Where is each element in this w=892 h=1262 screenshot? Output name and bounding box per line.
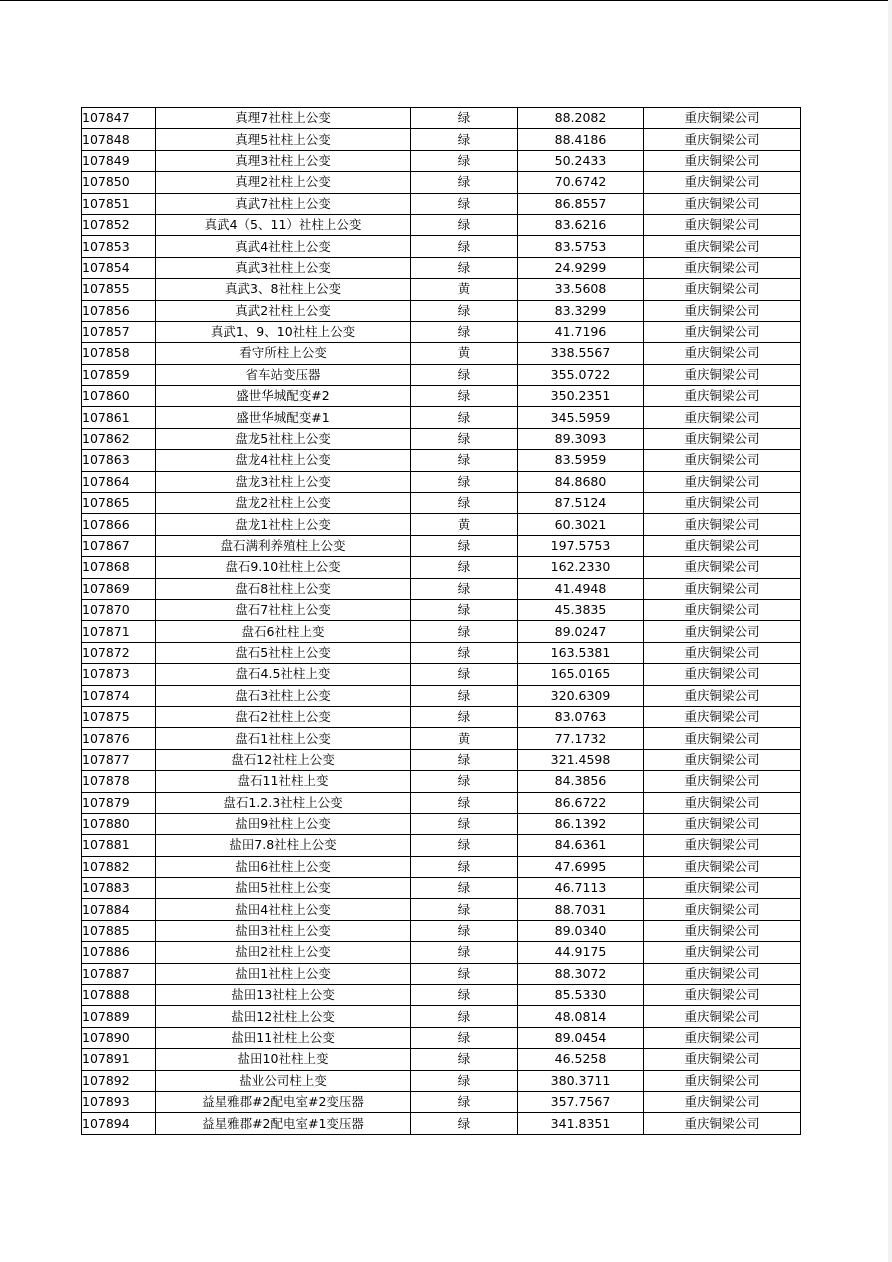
company-name-cell: 重庆铜梁公司 xyxy=(644,129,801,150)
table-row xyxy=(82,493,801,514)
numeric-value-cell: 350.2351 xyxy=(518,386,644,407)
table-row xyxy=(82,108,801,129)
company-name-cell: 重庆铜梁公司 xyxy=(644,386,801,407)
row-id-cell: 107876 xyxy=(82,728,156,749)
row-id-cell: 107864 xyxy=(82,471,156,492)
status-level-cell: 绿 xyxy=(411,664,518,685)
company-name-cell: 重庆铜梁公司 xyxy=(644,1113,801,1134)
row-id-cell: 107869 xyxy=(82,578,156,599)
company-name-cell: 重庆铜梁公司 xyxy=(644,172,801,193)
numeric-value-cell: 83.6216 xyxy=(518,214,644,235)
row-id-cell: 107848 xyxy=(82,129,156,150)
table-row xyxy=(82,321,801,342)
status-level-cell: 绿 xyxy=(411,1027,518,1048)
table-row xyxy=(82,835,801,856)
transformer-name-cell: 盐田1社柱上公变 xyxy=(156,963,411,984)
numeric-value-cell: 320.6309 xyxy=(518,685,644,706)
company-name-cell: 重庆铜梁公司 xyxy=(644,1091,801,1112)
company-name-cell: 重庆铜梁公司 xyxy=(644,557,801,578)
company-name-cell: 重庆铜梁公司 xyxy=(644,407,801,428)
row-id-cell: 107880 xyxy=(82,813,156,834)
numeric-value-cell: 86.8557 xyxy=(518,193,644,214)
table-row xyxy=(82,1091,801,1112)
table-row xyxy=(82,1006,801,1027)
table-row xyxy=(82,878,801,899)
company-name-cell: 重庆铜梁公司 xyxy=(644,899,801,920)
status-level-cell: 绿 xyxy=(411,1070,518,1091)
transformer-name-cell: 盐田7.8社柱上公变 xyxy=(156,835,411,856)
row-id-cell: 107889 xyxy=(82,1006,156,1027)
numeric-value-cell: 165.0165 xyxy=(518,664,644,685)
status-level-cell: 绿 xyxy=(411,813,518,834)
numeric-value-cell: 86.6722 xyxy=(518,792,644,813)
row-id-cell: 107886 xyxy=(82,942,156,963)
transformer-name-cell: 盐田4社柱上公变 xyxy=(156,899,411,920)
status-level-cell: 绿 xyxy=(411,364,518,385)
row-id-cell: 107857 xyxy=(82,321,156,342)
row-id-cell: 107856 xyxy=(82,300,156,321)
table-row xyxy=(82,557,801,578)
row-id-cell: 107887 xyxy=(82,963,156,984)
numeric-value-cell: 84.8680 xyxy=(518,471,644,492)
transformer-name-cell: 看守所柱上公变 xyxy=(156,343,411,364)
transformer-name-cell: 盘石12社柱上公变 xyxy=(156,749,411,770)
company-name-cell: 重庆铜梁公司 xyxy=(644,835,801,856)
transformer-name-cell: 盐田6社柱上公变 xyxy=(156,856,411,877)
row-id-cell: 107851 xyxy=(82,193,156,214)
status-level-cell: 绿 xyxy=(411,963,518,984)
company-name-cell: 重庆铜梁公司 xyxy=(644,108,801,129)
table-row xyxy=(82,621,801,642)
transformer-name-cell: 盘龙4社柱上公变 xyxy=(156,450,411,471)
company-name-cell: 重庆铜梁公司 xyxy=(644,321,801,342)
transformer-name-cell: 盘石2社柱上公变 xyxy=(156,706,411,727)
numeric-value-cell: 45.3835 xyxy=(518,599,644,620)
table-row xyxy=(82,706,801,727)
transformer-name-cell: 盐田9社柱上公变 xyxy=(156,813,411,834)
company-name-cell: 重庆铜梁公司 xyxy=(644,813,801,834)
status-level-cell: 绿 xyxy=(411,428,518,449)
numeric-value-cell: 70.6742 xyxy=(518,172,644,193)
table-row xyxy=(82,386,801,407)
status-level-cell: 绿 xyxy=(411,749,518,770)
numeric-value-cell: 83.5753 xyxy=(518,236,644,257)
transformer-name-cell: 真理5社柱上公变 xyxy=(156,129,411,150)
numeric-value-cell: 89.3093 xyxy=(518,428,644,449)
transformer-name-cell: 真武4社柱上公变 xyxy=(156,236,411,257)
status-level-cell: 绿 xyxy=(411,214,518,235)
row-id-cell: 107881 xyxy=(82,835,156,856)
transformer-name-cell: 盐业公司柱上变 xyxy=(156,1070,411,1091)
table-row xyxy=(82,428,801,449)
status-level-cell: 绿 xyxy=(411,257,518,278)
transformer-table xyxy=(81,107,801,1135)
status-level-cell: 绿 xyxy=(411,920,518,941)
row-id-cell: 107893 xyxy=(82,1091,156,1112)
numeric-value-cell: 60.3021 xyxy=(518,514,644,535)
numeric-value-cell: 83.5959 xyxy=(518,450,644,471)
row-id-cell: 107850 xyxy=(82,172,156,193)
transformer-name-cell: 盐田3社柱上公变 xyxy=(156,920,411,941)
numeric-value-cell: 197.5753 xyxy=(518,535,644,556)
transformer-name-cell: 益星雅郡#2配电室#2变压器 xyxy=(156,1091,411,1112)
table-row xyxy=(82,471,801,492)
table-row xyxy=(82,1049,801,1070)
row-id-cell: 107877 xyxy=(82,749,156,770)
numeric-value-cell: 88.4186 xyxy=(518,129,644,150)
table-row xyxy=(82,664,801,685)
transformer-name-cell: 盘石7社柱上公变 xyxy=(156,599,411,620)
status-level-cell: 黄 xyxy=(411,279,518,300)
numeric-value-cell: 87.5124 xyxy=(518,493,644,514)
status-level-cell: 绿 xyxy=(411,878,518,899)
row-id-cell: 107859 xyxy=(82,364,156,385)
row-id-cell: 107863 xyxy=(82,450,156,471)
transformer-name-cell: 盛世华城配变#2 xyxy=(156,386,411,407)
status-level-cell: 绿 xyxy=(411,771,518,792)
status-level-cell: 绿 xyxy=(411,856,518,877)
row-id-cell: 107884 xyxy=(82,899,156,920)
row-id-cell: 107870 xyxy=(82,599,156,620)
status-level-cell: 绿 xyxy=(411,386,518,407)
status-level-cell: 绿 xyxy=(411,557,518,578)
table-row xyxy=(82,899,801,920)
company-name-cell: 重庆铜梁公司 xyxy=(644,1049,801,1070)
status-level-cell: 绿 xyxy=(411,172,518,193)
table-row xyxy=(82,407,801,428)
status-level-cell: 绿 xyxy=(411,642,518,663)
table-row xyxy=(82,685,801,706)
status-level-cell: 绿 xyxy=(411,493,518,514)
row-id-cell: 107853 xyxy=(82,236,156,257)
company-name-cell: 重庆铜梁公司 xyxy=(644,685,801,706)
row-id-cell: 107868 xyxy=(82,557,156,578)
table-row xyxy=(82,193,801,214)
transformer-name-cell: 盐田2社柱上公变 xyxy=(156,942,411,963)
numeric-value-cell: 357.7567 xyxy=(518,1091,644,1112)
numeric-value-cell: 84.3856 xyxy=(518,771,644,792)
transformer-name-cell: 盘龙1社柱上公变 xyxy=(156,514,411,535)
company-name-cell: 重庆铜梁公司 xyxy=(644,214,801,235)
row-id-cell: 107849 xyxy=(82,150,156,171)
row-id-cell: 107873 xyxy=(82,664,156,685)
status-level-cell: 绿 xyxy=(411,1091,518,1112)
company-name-cell: 重庆铜梁公司 xyxy=(644,621,801,642)
table-row xyxy=(82,1070,801,1091)
numeric-value-cell: 86.1392 xyxy=(518,813,644,834)
row-id-cell: 107883 xyxy=(82,878,156,899)
company-name-cell: 重庆铜梁公司 xyxy=(644,856,801,877)
transformer-name-cell: 盘石1.2.3社柱上公变 xyxy=(156,792,411,813)
status-level-cell: 绿 xyxy=(411,621,518,642)
table-row xyxy=(82,214,801,235)
transformer-name-cell: 真武1、9、10社柱上公变 xyxy=(156,321,411,342)
company-name-cell: 重庆铜梁公司 xyxy=(644,920,801,941)
table-row xyxy=(82,300,801,321)
transformer-name-cell: 盘石9.10社柱上公变 xyxy=(156,557,411,578)
status-level-cell: 绿 xyxy=(411,578,518,599)
company-name-cell: 重庆铜梁公司 xyxy=(644,963,801,984)
row-id-cell: 107888 xyxy=(82,985,156,1006)
transformer-name-cell: 盘龙5社柱上公变 xyxy=(156,428,411,449)
row-id-cell: 107862 xyxy=(82,428,156,449)
transformer-name-cell: 真理7社柱上公变 xyxy=(156,108,411,129)
company-name-cell: 重庆铜梁公司 xyxy=(644,985,801,1006)
status-level-cell: 绿 xyxy=(411,236,518,257)
status-level-cell: 绿 xyxy=(411,706,518,727)
transformer-name-cell: 真武3社柱上公变 xyxy=(156,257,411,278)
transformer-name-cell: 盐田12社柱上公变 xyxy=(156,1006,411,1027)
row-id-cell: 107879 xyxy=(82,792,156,813)
table-row xyxy=(82,771,801,792)
table-row xyxy=(82,920,801,941)
company-name-cell: 重庆铜梁公司 xyxy=(644,257,801,278)
row-id-cell: 107894 xyxy=(82,1113,156,1134)
status-level-cell: 绿 xyxy=(411,792,518,813)
transformer-name-cell: 真武4（5、11）社柱上公变 xyxy=(156,214,411,235)
company-name-cell: 重庆铜梁公司 xyxy=(644,664,801,685)
numeric-value-cell: 77.1732 xyxy=(518,728,644,749)
transformer-name-cell: 盘石8社柱上公变 xyxy=(156,578,411,599)
status-level-cell: 绿 xyxy=(411,321,518,342)
transformer-name-cell: 盛世华城配变#1 xyxy=(156,407,411,428)
status-level-cell: 绿 xyxy=(411,685,518,706)
numeric-value-cell: 88.3072 xyxy=(518,963,644,984)
row-id-cell: 107892 xyxy=(82,1070,156,1091)
table-row xyxy=(82,578,801,599)
table-row xyxy=(82,150,801,171)
company-name-cell: 重庆铜梁公司 xyxy=(644,642,801,663)
table-row xyxy=(82,728,801,749)
company-name-cell: 重庆铜梁公司 xyxy=(644,193,801,214)
row-id-cell: 107847 xyxy=(82,108,156,129)
transformer-name-cell: 省车站变压器 xyxy=(156,364,411,385)
status-level-cell: 绿 xyxy=(411,942,518,963)
status-level-cell: 绿 xyxy=(411,471,518,492)
table-row xyxy=(82,1113,801,1134)
table-row xyxy=(82,364,801,385)
numeric-value-cell: 89.0340 xyxy=(518,920,644,941)
table-row xyxy=(82,236,801,257)
numeric-value-cell: 88.7031 xyxy=(518,899,644,920)
transformer-name-cell: 盘石1社柱上公变 xyxy=(156,728,411,749)
company-name-cell: 重庆铜梁公司 xyxy=(644,878,801,899)
numeric-value-cell: 47.6995 xyxy=(518,856,644,877)
table-row xyxy=(82,985,801,1006)
company-name-cell: 重庆铜梁公司 xyxy=(644,343,801,364)
company-name-cell: 重庆铜梁公司 xyxy=(644,150,801,171)
numeric-value-cell: 84.6361 xyxy=(518,835,644,856)
company-name-cell: 重庆铜梁公司 xyxy=(644,450,801,471)
table-row xyxy=(82,963,801,984)
status-level-cell: 绿 xyxy=(411,129,518,150)
row-id-cell: 107891 xyxy=(82,1049,156,1070)
numeric-value-cell: 380.3711 xyxy=(518,1070,644,1091)
company-name-cell: 重庆铜梁公司 xyxy=(644,1070,801,1091)
numeric-value-cell: 44.9175 xyxy=(518,942,644,963)
transformer-name-cell: 盐田13社柱上公变 xyxy=(156,985,411,1006)
numeric-value-cell: 85.5330 xyxy=(518,985,644,1006)
company-name-cell: 重庆铜梁公司 xyxy=(644,792,801,813)
transformer-name-cell: 益星雅郡#2配电室#1变压器 xyxy=(156,1113,411,1134)
table-row xyxy=(82,172,801,193)
table-row xyxy=(82,599,801,620)
status-level-cell: 绿 xyxy=(411,985,518,1006)
table-row xyxy=(82,856,801,877)
numeric-value-cell: 46.5258 xyxy=(518,1049,644,1070)
numeric-value-cell: 83.3299 xyxy=(518,300,644,321)
transformer-name-cell: 盘石3社柱上公变 xyxy=(156,685,411,706)
table-row xyxy=(82,129,801,150)
table-row xyxy=(82,279,801,300)
company-name-cell: 重庆铜梁公司 xyxy=(644,300,801,321)
status-level-cell: 绿 xyxy=(411,599,518,620)
transformer-name-cell: 盐田10社柱上变 xyxy=(156,1049,411,1070)
table-row xyxy=(82,1027,801,1048)
transformer-name-cell: 真理3社柱上公变 xyxy=(156,150,411,171)
row-id-cell: 107858 xyxy=(82,343,156,364)
table-row xyxy=(82,813,801,834)
company-name-cell: 重庆铜梁公司 xyxy=(644,728,801,749)
numeric-value-cell: 33.5608 xyxy=(518,279,644,300)
numeric-value-cell: 162.2330 xyxy=(518,557,644,578)
table-row xyxy=(82,749,801,770)
table-row xyxy=(82,514,801,535)
table-row xyxy=(82,535,801,556)
company-name-cell: 重庆铜梁公司 xyxy=(644,364,801,385)
numeric-value-cell: 88.2082 xyxy=(518,108,644,129)
row-id-cell: 107874 xyxy=(82,685,156,706)
table-body xyxy=(82,108,801,1135)
row-id-cell: 107890 xyxy=(82,1027,156,1048)
row-id-cell: 107852 xyxy=(82,214,156,235)
company-name-cell: 重庆铜梁公司 xyxy=(644,514,801,535)
table-row xyxy=(82,792,801,813)
status-level-cell: 绿 xyxy=(411,835,518,856)
row-id-cell: 107854 xyxy=(82,257,156,278)
table-row xyxy=(82,450,801,471)
transformer-name-cell: 真理2社柱上公变 xyxy=(156,172,411,193)
transformer-name-cell: 盘石满利养殖柱上公变 xyxy=(156,535,411,556)
transformer-name-cell: 盘龙2社柱上公变 xyxy=(156,493,411,514)
numeric-value-cell: 89.0247 xyxy=(518,621,644,642)
transformer-name-cell: 盘石6社柱上变 xyxy=(156,621,411,642)
company-name-cell: 重庆铜梁公司 xyxy=(644,749,801,770)
numeric-value-cell: 46.7113 xyxy=(518,878,644,899)
status-level-cell: 绿 xyxy=(411,1049,518,1070)
numeric-value-cell: 41.4948 xyxy=(518,578,644,599)
row-id-cell: 107860 xyxy=(82,386,156,407)
status-level-cell: 绿 xyxy=(411,193,518,214)
transformer-name-cell: 盐田11社柱上公变 xyxy=(156,1027,411,1048)
transformer-name-cell: 盘石11社柱上变 xyxy=(156,771,411,792)
table-row xyxy=(82,343,801,364)
transformer-name-cell: 真武3、8社柱上公变 xyxy=(156,279,411,300)
status-level-cell: 绿 xyxy=(411,899,518,920)
status-level-cell: 绿 xyxy=(411,150,518,171)
transformer-name-cell: 盘龙3社柱上公变 xyxy=(156,471,411,492)
page-right-margin xyxy=(888,0,892,1262)
company-name-cell: 重庆铜梁公司 xyxy=(644,535,801,556)
company-name-cell: 重庆铜梁公司 xyxy=(644,706,801,727)
transformer-name-cell: 盐田5社柱上公变 xyxy=(156,878,411,899)
company-name-cell: 重庆铜梁公司 xyxy=(644,771,801,792)
status-level-cell: 绿 xyxy=(411,1006,518,1027)
row-id-cell: 107875 xyxy=(82,706,156,727)
numeric-value-cell: 338.5567 xyxy=(518,343,644,364)
numeric-value-cell: 48.0814 xyxy=(518,1006,644,1027)
status-level-cell: 绿 xyxy=(411,1113,518,1134)
status-level-cell: 绿 xyxy=(411,535,518,556)
company-name-cell: 重庆铜梁公司 xyxy=(644,471,801,492)
status-level-cell: 绿 xyxy=(411,300,518,321)
page-top-border xyxy=(0,0,892,1)
row-id-cell: 107872 xyxy=(82,642,156,663)
numeric-value-cell: 341.8351 xyxy=(518,1113,644,1134)
status-level-cell: 黄 xyxy=(411,728,518,749)
status-level-cell: 绿 xyxy=(411,108,518,129)
company-name-cell: 重庆铜梁公司 xyxy=(644,942,801,963)
company-name-cell: 重庆铜梁公司 xyxy=(644,1027,801,1048)
row-id-cell: 107882 xyxy=(82,856,156,877)
transformer-name-cell: 真武2社柱上公变 xyxy=(156,300,411,321)
status-level-cell: 绿 xyxy=(411,407,518,428)
numeric-value-cell: 50.2433 xyxy=(518,150,644,171)
numeric-value-cell: 89.0454 xyxy=(518,1027,644,1048)
transformer-name-cell: 盘石5社柱上公变 xyxy=(156,642,411,663)
row-id-cell: 107878 xyxy=(82,771,156,792)
table-row xyxy=(82,942,801,963)
status-level-cell: 黄 xyxy=(411,343,518,364)
company-name-cell: 重庆铜梁公司 xyxy=(644,493,801,514)
table-row xyxy=(82,257,801,278)
row-id-cell: 107865 xyxy=(82,493,156,514)
row-id-cell: 107871 xyxy=(82,621,156,642)
transformer-name-cell: 盘石4.5社柱上变 xyxy=(156,664,411,685)
company-name-cell: 重庆铜梁公司 xyxy=(644,599,801,620)
company-name-cell: 重庆铜梁公司 xyxy=(644,279,801,300)
numeric-value-cell: 321.4598 xyxy=(518,749,644,770)
numeric-value-cell: 345.5959 xyxy=(518,407,644,428)
numeric-value-cell: 41.7196 xyxy=(518,321,644,342)
numeric-value-cell: 24.9299 xyxy=(518,257,644,278)
table-row xyxy=(82,642,801,663)
numeric-value-cell: 83.0763 xyxy=(518,706,644,727)
company-name-cell: 重庆铜梁公司 xyxy=(644,578,801,599)
row-id-cell: 107855 xyxy=(82,279,156,300)
status-level-cell: 黄 xyxy=(411,514,518,535)
company-name-cell: 重庆铜梁公司 xyxy=(644,236,801,257)
status-level-cell: 绿 xyxy=(411,450,518,471)
numeric-value-cell: 163.5381 xyxy=(518,642,644,663)
transformer-name-cell: 真武7社柱上公变 xyxy=(156,193,411,214)
numeric-value-cell: 355.0722 xyxy=(518,364,644,385)
row-id-cell: 107861 xyxy=(82,407,156,428)
company-name-cell: 重庆铜梁公司 xyxy=(644,1006,801,1027)
row-id-cell: 107885 xyxy=(82,920,156,941)
company-name-cell: 重庆铜梁公司 xyxy=(644,428,801,449)
row-id-cell: 107867 xyxy=(82,535,156,556)
row-id-cell: 107866 xyxy=(82,514,156,535)
